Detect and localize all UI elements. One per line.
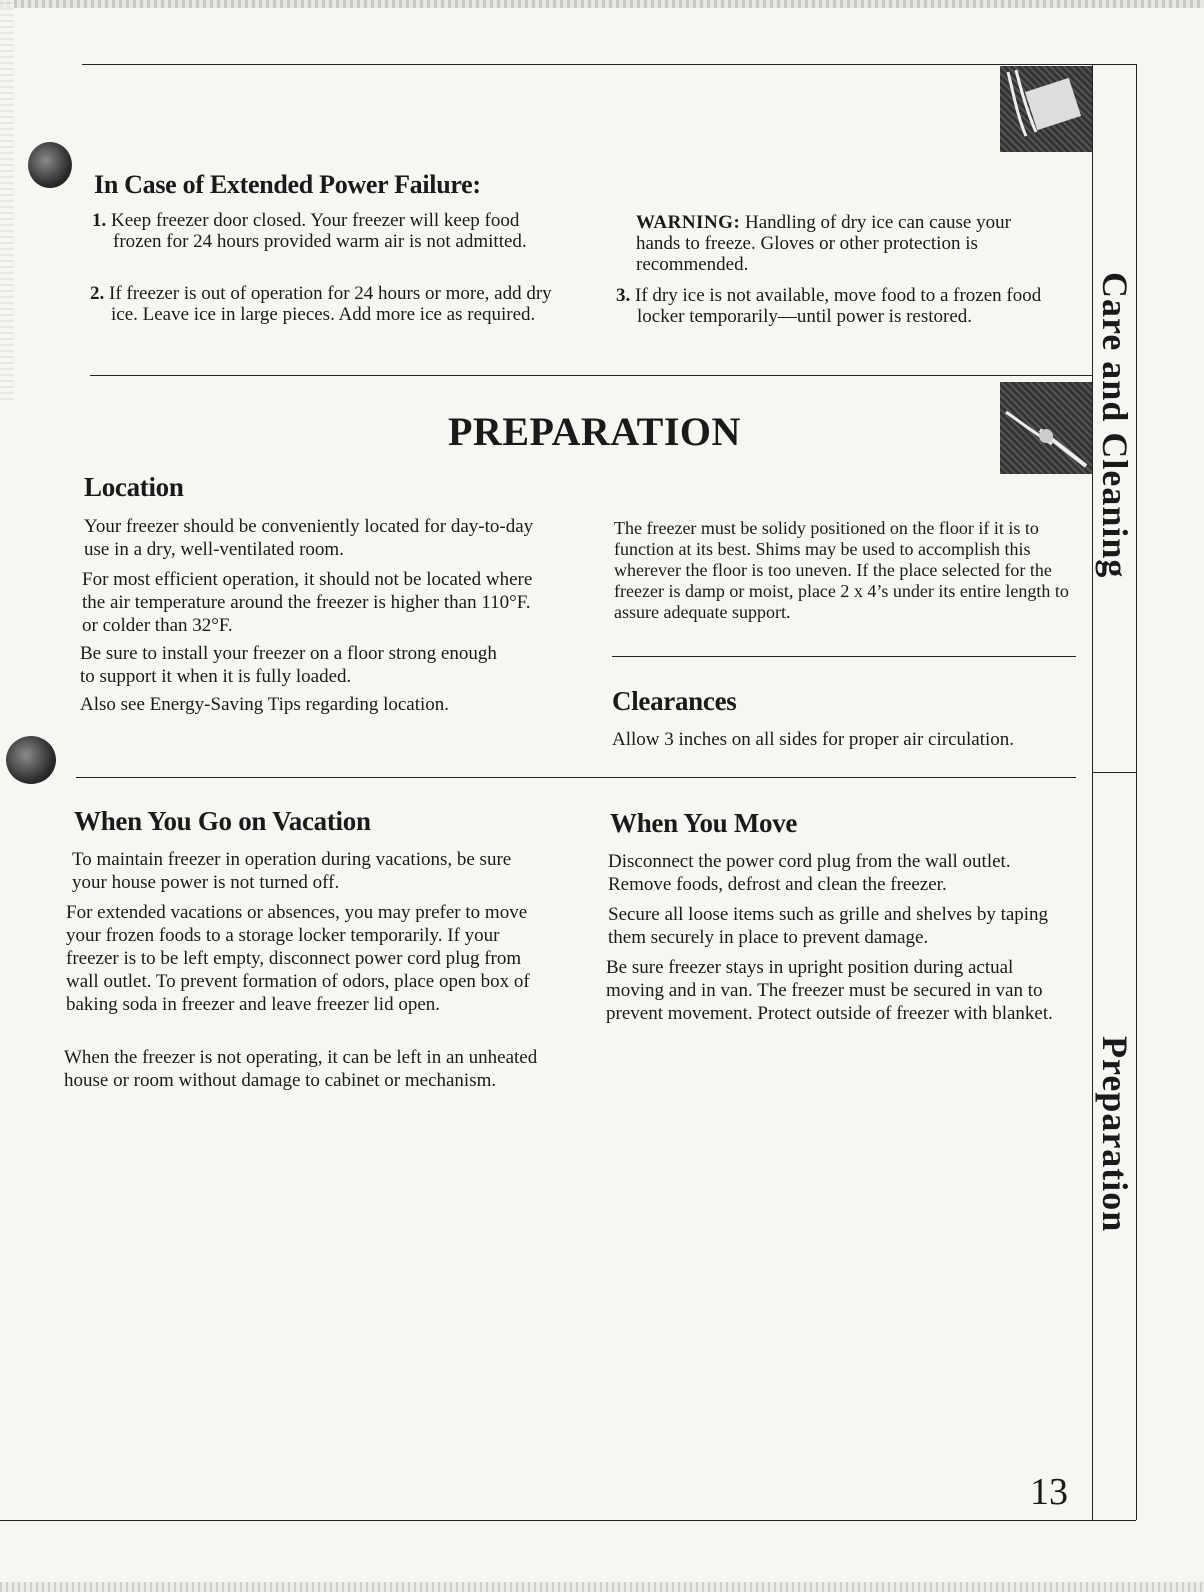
location-paragraph-2: For most efficient operation, it should not be located where the air temperature around the freezer is higher than 110°F. or colder than 32°F. xyxy=(82,569,533,636)
power-failure-item-3 xyxy=(616,285,1077,327)
hand-sponge-illustration xyxy=(1000,66,1092,152)
page-title: PREPARATION xyxy=(448,409,741,454)
vacation-paragraph-2: For extended vacations or absences, you may prefer to move your frozen foods to a storage locker temporarily. If your freezer is to be left empty, disconnect power cord plug from wall outlet. To prevent formation of odors, place open box of baking soda in freezer and leave freezer lid open. xyxy=(66,902,530,1015)
vacation-heading: When You Go on Vacation xyxy=(74,806,371,836)
clearances-rule xyxy=(612,656,1076,657)
location-heading: Location xyxy=(84,472,184,502)
tab-divider xyxy=(1092,772,1136,773)
section-rule-1 xyxy=(90,375,1092,376)
warning-text: Handling of dry ice can cause your hands to freeze. Gloves or other protection is recommended. xyxy=(636,212,1011,275)
location-paragraph-3: Be sure to install your freezer on a floor strong enough to support it when it is fully loaded. xyxy=(80,643,497,687)
page-number: 13 xyxy=(1030,1471,1068,1513)
dry-ice-warning xyxy=(636,212,1056,275)
item-2-number: 2. xyxy=(90,283,105,304)
item-1-text: Keep freezer door closed. Your freezer will keep food frozen for 24 hours provided warm air is not admitted. xyxy=(111,210,527,252)
move-paragraph-1: Disconnect the power cord plug from the wall outlet. Remove foods, defrost and clean the freezer. xyxy=(608,851,1011,895)
scan-edge-bottom xyxy=(0,1582,1204,1592)
vacation-paragraph-1: To maintain freezer in operation during vacations, be sure your house power is not turned off. xyxy=(72,849,512,893)
hole-punch-middle xyxy=(6,736,56,784)
side-tab-preparation: Preparation xyxy=(1095,1036,1135,1233)
side-tab-care-and-cleaning: Care and Cleaning xyxy=(1095,272,1135,579)
item-3-number: 3. xyxy=(616,285,631,306)
section-rule-2 xyxy=(76,777,1076,778)
move-heading: When You Move xyxy=(610,808,798,838)
warning-label: WARNING: xyxy=(636,212,741,233)
hole-punch-top xyxy=(28,142,72,188)
scan-edge-top xyxy=(0,0,1204,8)
tab-frame-left xyxy=(1092,64,1093,1520)
move-paragraph-3: Be sure freezer stays in upright position during actual moving and in van. The freezer must be secured in van to prevent movement. Protect outside of freezer with blanket. xyxy=(606,957,1053,1024)
screwdriver-illustration xyxy=(1000,382,1092,474)
scan-edge-left xyxy=(0,0,14,400)
tab-frame-right xyxy=(1136,64,1137,1520)
clearances-heading: Clearances xyxy=(612,686,737,716)
item-2-text: If freezer is out of operation for 24 hours or more, add dry ice. Leave ice in large pieces. Add more ice as required. xyxy=(109,283,552,325)
location-paragraph-4: Also see Energy-Saving Tips regarding location. xyxy=(80,694,450,715)
location-paragraph-5: The freezer must be solidy positioned on the floor if it is to function at its best. Shims may be used to accomplish this wherever the floor is too uneven. If the place selected for the freezer is damp or moist, place 2 x 4’s under its entire length to assure adequate support. xyxy=(614,518,1069,622)
location-paragraph-1: Your freezer should be conveniently located for day-to-day use in a dry, well-ventilated room. xyxy=(84,516,534,560)
power-failure-item-1 xyxy=(92,210,563,252)
clearances-text: Allow 3 inches on all sides for proper air circulation. xyxy=(612,729,1015,750)
item-3-text: If dry ice is not available, move food to a frozen food locker temporarily—until power is restored. xyxy=(635,285,1042,327)
top-rule xyxy=(82,64,1136,65)
item-1-number: 1. xyxy=(92,210,107,231)
power-failure-heading: In Case of Extended Power Failure: xyxy=(94,170,481,199)
power-failure-item-2 xyxy=(90,283,571,325)
vacation-paragraph-3: When the freezer is not operating, it can be left in an unheated house or room without damage to cabinet or mechanism. xyxy=(64,1047,538,1091)
bottom-rule xyxy=(0,1520,1136,1521)
move-paragraph-2: Secure all loose items such as grille and shelves by taping them securely in place to prevent damage. xyxy=(608,904,1049,948)
